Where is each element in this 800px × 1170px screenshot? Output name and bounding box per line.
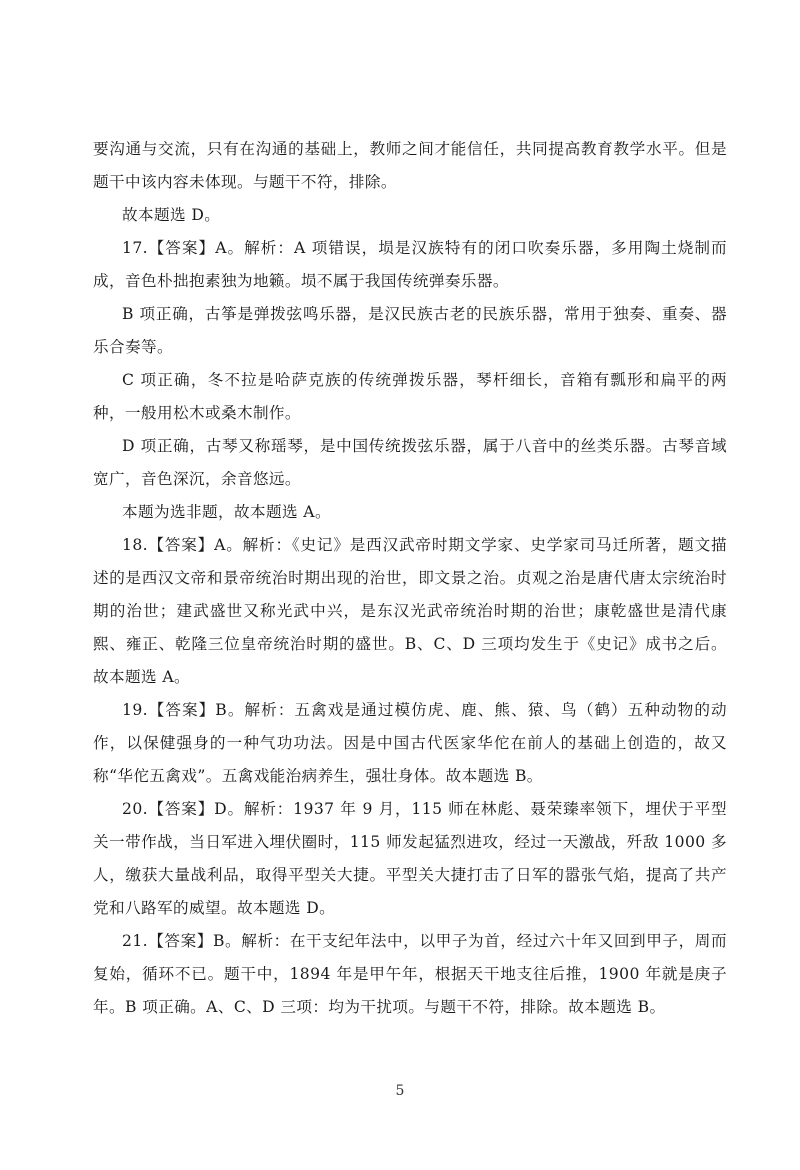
paragraph-18-answer: 18.【答案】A。解析：《史记》是西汉武帝时期文学家、史学家司马迁所著，题文描述的是西汉文帝和景帝统治时期出现的治世，即文景之治。贞观之治是唐代唐太宗统治时期的治世；建武盛世又称光武中兴，是东汉光武帝统治时期的治世；康乾盛世是清代康熙、雍正、乾隆三位皇帝统治时期的盛世。B、C、D 三项均发生于《史记》成书之后。故本题选 A。 [93,536,727,686]
paragraph-17-option-c: C 项正确，冬不拉是哈萨克族的传统弹拨乐器，琴杆细长，音箱有瓢形和扁平的两种，一般用松木或桑木制作。 [93,371,727,422]
paragraph-20-answer: 20.【答案】D。解析：1937 年 9 月，115 师在林彪、聂荣臻率领下，埋伏于平型关一带作战，当日军进入埋伏圈时，115 师发起猛烈进攻，经过一天激战，歼敌 1000 多人，缴获大量战利品，取得平型关大捷。平型关大捷打击了日军的嚣张气焰，提高了共产党和八路军的威望。故本题选 D。 [93,800,727,917]
paragraph-21-answer: 21.【答案】B。解析：在干支纪年法中，以甲子为首，经过六十年又回到甲子，周而复始，循环不已。题干中，1894 年是甲午年，根据天干地支往后推，1900 年就是庚子年。B 项正确。A、C、D 三项：均为干扰项。与题干不符，排除。故本题选 B。 [93,932,727,1016]
paragraph-17-option-b: B 项正确，古筝是弹拨弦鸣乐器，是汉民族古老的民族乐器，常用于独奏、重奏、器乐合奏等。 [93,305,727,356]
paragraph-17-conclusion: 本题为选非题，故本题选 A。 [122,503,331,521]
page-number: 5 [395,1083,405,1099]
paragraph-17-answer: 17.【答案】A。解析：A 项错误，埙是汉族特有的闭口吹奏乐器，多用陶土烧制而成，音色朴拙抱素独为地籁。埙不属于我国传统弹奏乐器。 [93,239,727,290]
paragraph-16-continued: 要沟通与交流，只有在沟通的基础上，教师之间才能信任，共同提高教育教学水平。但是题干中该内容未体现。与题干不符，排除。 [93,140,727,191]
paragraph-16-conclusion: 故本题选 D。 [122,206,221,224]
answer-explanations [93,133,727,1024]
paragraph-19-answer: 19.【答案】B。解析：五禽戏是通过模仿虎、鹿、熊、猿、鸟（鹤）五种动物的动作，以保健强身的一种气功功法。因是中国古代医家华佗在前人的基础上创造的，故又称“华佗五禽戏”。五禽戏能治病养生，强壮身体。故本题选 B。 [93,701,727,785]
paragraph-17-option-d: D 项正确，古琴又称瑶琴，是中国传统拨弦乐器，属于八音中的丝类乐器。古琴音域宽广，音色深沉，余音悠远。 [93,437,727,488]
